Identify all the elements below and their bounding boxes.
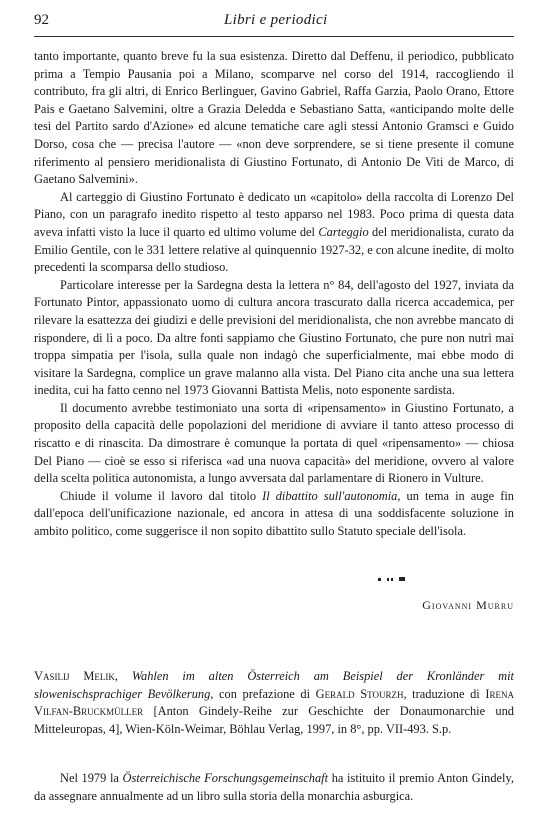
preface-author: Gerald Stourzh [315,686,404,701]
review-author: Vasilij Melik [34,669,115,683]
paragraph-2: Al carteggio di Giustino Fortunato è dedicato un «capitolo» della raccolta di Lorenzo Del Piano, con un paragrafo inedito rispetto al testo apparso nel 1983. Poco prima di questa data aveva infatti visto la luce il quarto ed ultimo volume del Carteggio del meridionalista, curato da Emilio Gentile, con le 331 lettere relative al quinquennio 1927-32, e con alcune inedite, di molto precedenti la scomparsa dello studioso. [34,189,515,275]
italic-institution: Österreichische Forschungsgemeinschaft [122,771,329,785]
paragraph-4: Il documento avrebbe testimoniato una sorta di «ripensamento» in Giustino Fortunato, a proposito della capacità delle popolazioni del meridione di avviare il tanto atteso processo di riscatto e di rinascita. Da dimostrare è comunque la portata di quel «ripensamento» — chiosa Del Piano — cioè se esso si riferisca «ad una nuova capacità» del meridione, ovvero al valore della scelta politica autonomista, a lungo avversata dal parlamentare di Rionero in Vulture. [34,400,514,486]
article-body [34,48,514,541]
header-rule [34,36,514,37]
page-header [34,12,514,34]
italic-title: Il dibattito sull'autonomia [262,488,398,503]
review-citation: Vasilij Melik, Wahlen im alten Österreich am Beispiel der Kronländer mit slowenischsprachiger Bevölkerung, con prefazione di Gerald Stourzh, traduzione di Irena Vilfan-Bruckmüller [Anton Gindely-Reihe zur Geschichte der Donaumonarchie und Mitteleuropas, 4], Wien-Köln-Weimar, Böhlau Verlag, 1997, in 8°, pp. VII-493. S.p. [34,669,515,736]
review-title: Wahlen im alten Österreich am Beispiel der Kronländer mit slowenischsprachiger Bevölkerung [34,669,515,701]
review-paragraph: Nel 1979 la Österreichische Forschungsgemeinschaft ha istituito il premio Anton Gindely, da assegnare annualmente ad un libro sulla storia della monarchia asburgica. [34,771,514,803]
paragraph-3: Particolare interesse per la Sardegna desta la lettera n° 84, dell'agosto del 1927, inviata da Fortunato Pintor, appassionato uomo di cultura ancora trascurato dalla ricerca accademica, per rilevare la esattezza dei giudizi e delle previsioni del meridionalista, che non avrebbe mancato di rispondere, di lì a poco. Da altre fonti sappiamo che Giustino Fortunato, che pure non nutrì mai troppa simpatia per l'isola, sulla quale non indagò che superficialmente, mai ebbe modo di visitare la Sardegna, complice un grave malanno alla vista. Del Piano cita anche una sua lettera inedita, cui ha fatto cenno nel 1973 Giovanni Battista Melis, noto esponente sardista. [34,277,514,398]
review-entry [34,668,514,738]
author-signature: Giovanni Murru [422,598,514,612]
page-number: 92 [34,12,49,28]
publication-details: [Anton Gindely-Reihe zur Geschichte der Donaumonarchie und Mitteleuropas, 4], Wien-Köln-Weimar, Böhlau Verlag, 1997, in 8°, pp. VII-493. S.p. [34,704,514,736]
italic-title: Carteggio [318,224,369,239]
translator: Irena Vilfan-Bruckmüller [34,686,514,719]
scan-speck-marks [378,576,408,584]
paragraph-1: tanto importante, quanto breve fu la sua esistenza. Diretto dal Deffenu, il periodico, pubblicato prima a Tempio Pausania poi a Milano, scomparve nel corso del 1914, raccogliendo il contributo, fra gli altri, di Enrico Berlinguer, Gavino Gabriel, Raffa Garzia, Paolo Orano, Ettore Pais e Gaetano Salvemini, oltre a Grazia Deledda e Sebastiano Satta, «anticipando molte delle tesi del Partito sardo d'Azione» ed alcune tematiche care agli stessi Antonio Gramsci e Guido Dorso, cosa che — precisa l'autore — «non deve sorprendere, se si tiene presente il comune riferimento al pensiero meridionalista di Giustino Fortunato, di Antonio De Viti de Marco, di Gaetano Salvemini». [34,49,514,187]
running-head: Libri e periodici [224,12,328,28]
paragraph-5: Chiude il volume il lavoro dal titolo Il dibattito sull'autonomia, un tema in auge fin dall'epoca dell'unificazione nazionale, ed ancora in attesa di una soddisfacente soluzione in ambito politico, come suggerisce il non sopito dibattito sullo Statuto speciale dell'isola. [34,488,514,539]
